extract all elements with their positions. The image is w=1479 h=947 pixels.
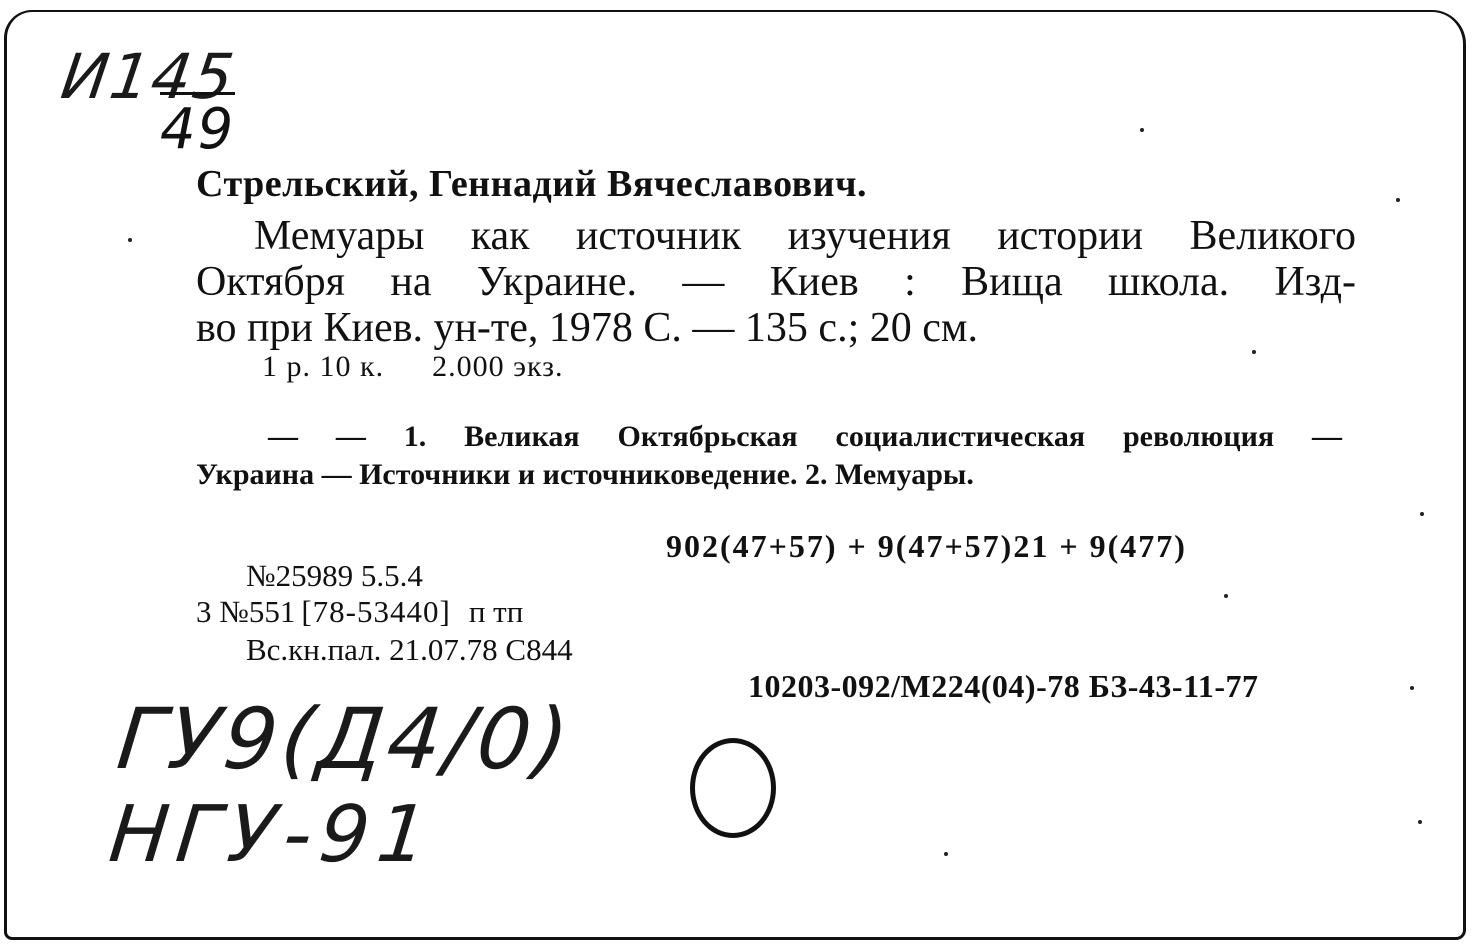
speck <box>1418 820 1422 824</box>
card-author: Стрельский, Геннадий Вячеславович. <box>196 163 867 205</box>
price-and-copies <box>262 350 563 384</box>
speck <box>1252 350 1256 354</box>
speck <box>1140 128 1144 132</box>
card-title-line-3: во при Киев. ун-те, 1978 С. — 135 с.; 20 см. <box>196 305 978 351</box>
handwritten-call-number: НГУ-91 <box>105 790 440 880</box>
card-title-line-2: Октября на Украине. — Киев : Вища школа. Изд- <box>196 259 1356 305</box>
card-price: 1 р. 10 к. <box>262 350 385 383</box>
handwritten-classification: ГУ9(Д4/0) <box>112 690 577 788</box>
speck <box>944 852 948 856</box>
speck <box>1396 198 1400 202</box>
card-copies: 2.000 экз. <box>432 350 564 383</box>
order-line <box>196 594 523 630</box>
catalog-code: 10203-092/М224(04)-78 БЗ-43-11-77 <box>748 668 1259 704</box>
book-chamber-record: Вс.кн.пал. 21.07.78 С844 <box>246 632 573 667</box>
speck <box>1224 594 1228 598</box>
udc-classification: 902(47+57) + 9(47+57)21 + 9(477) <box>666 528 1187 564</box>
speck <box>128 238 132 242</box>
punched-hole <box>690 738 776 838</box>
accession-number: №25989 5.5.4 <box>246 558 423 593</box>
card-title-line-1: Мемуары как источник изучения истории Великого <box>254 213 1356 259</box>
subject-headings-line-2: Украина — Источники и источниковедение. 2. Мемуары. <box>196 458 974 491</box>
speck <box>1410 686 1414 690</box>
handwritten-shelf-mark-sub: 49 <box>160 92 235 162</box>
speck <box>1420 512 1424 516</box>
handwritten-shelf-mark: И145 <box>56 40 240 113</box>
order-prefix: 3 №551 <box>196 594 296 629</box>
subject-headings-line-1: — — 1. Великая Октябрьская социалистическая революция — <box>268 420 1342 453</box>
order-tail: п тп <box>468 594 524 629</box>
order-code: [78-53440] <box>301 594 451 629</box>
